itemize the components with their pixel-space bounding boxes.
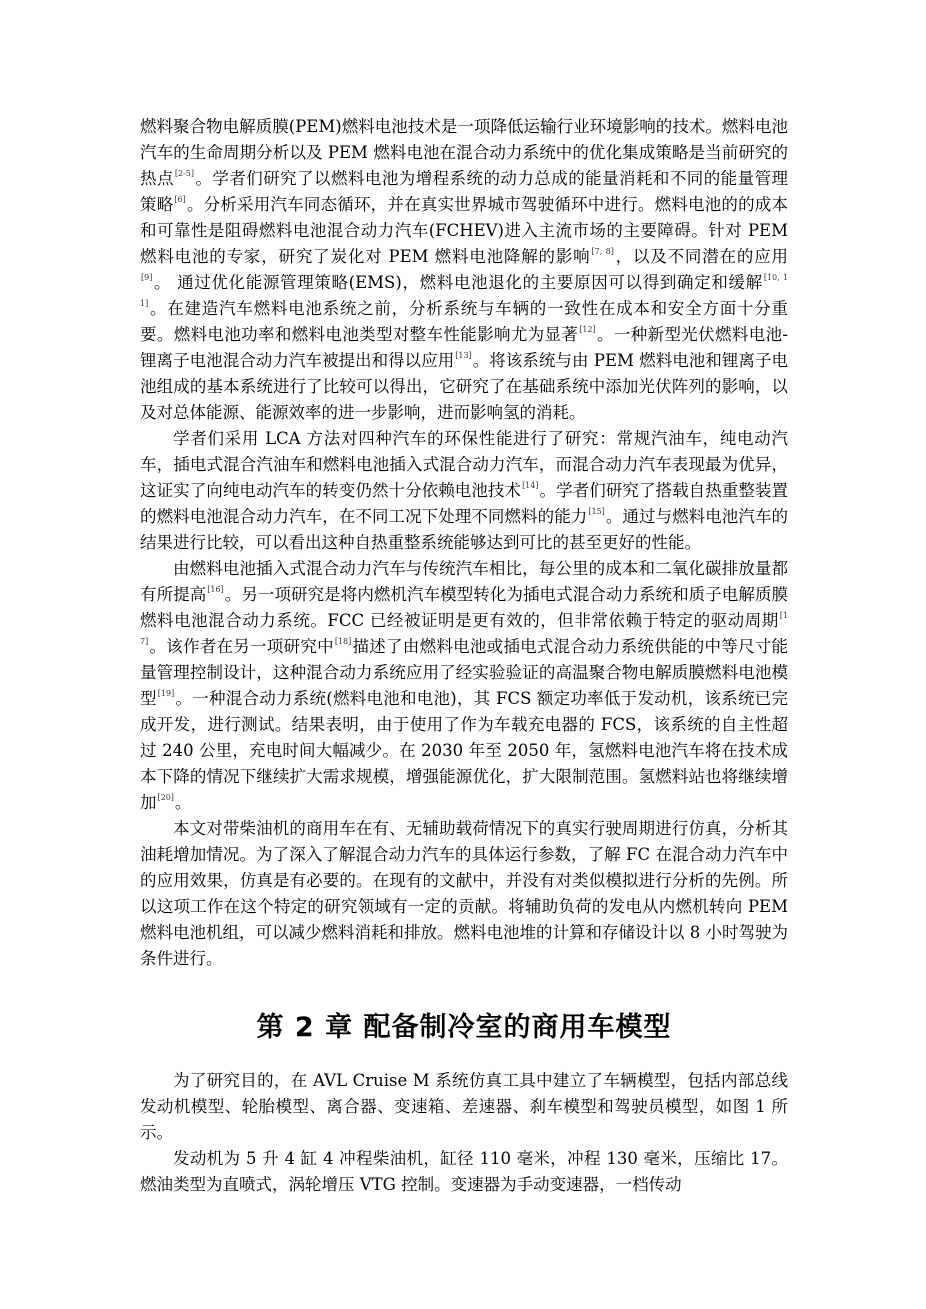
paragraph-text: 。 [174,793,192,812]
citation-ref: [6] [174,195,186,204]
citation-ref: [17] [140,611,788,646]
citation-ref: [15] [588,507,605,516]
paragraph-text: 为了研究目的，在 AVL Cruise M 系统仿真工具中建立了车辆模型，包括内部总线发动机模型、轮胎模型、离合器、变速箱、差速器、刹车模型和驾驶员模型，如图 1 所示。 [140,1071,788,1142]
body-paragraph [140,1146,788,1198]
citation-ref: [7, 8] [591,247,614,256]
paragraph-text: 。 通过优化能源管理策略(EMS)，燃料电池退化的主要原因可以得到确定和缓解 [153,273,763,292]
paragraph-text: 。分析采用汽车同态循环，并在真实世界城市驾驶循环中进行。燃料电池的的成本和可靠性是阻碍燃料电池混合动力汽车(FCHEV)进入主流市场的主要障碍。针对 PEM 燃料电池的专家，研究了炭化对 PEM 燃料电池降解的影响 [140,195,789,266]
body-paragraph [140,556,788,816]
paragraph-text: 。学者们研究了搭载自热重整装置的燃料电池混合动力汽车，在不同工况下处理不同燃料的能力 [140,481,789,526]
paragraph-text: 。在建造汽车燃料电池系统之前，分析系统与车辆的一致性在成本和安全方面十分重要。燃料电池功率和燃料电池类型对整车性能影响尤为显著 [140,299,788,344]
paragraph-text: 发动机为 5 升 4 缸 4 冲程柴油机，缸径 110 毫米，冲程 130 毫米，压缩比 17。燃油类型为直喷式，涡轮增压 VTG 控制。变速器为手动变速器，一档传动 [140,1149,788,1194]
paragraph-text: 。学者们研究了以燃料电池为增程系统的动力总成的能量消耗和不同的能量管理策略 [140,169,789,214]
paragraph-text: 。将该系统与由 PEM 燃料电池和锂离子电池组成的基本系统进行了比较可以得出，它研究了在基础系统中添加光伏阵列的影响，以及对总体能源、能源效率的进一步影响，进而影响氢的消耗。 [140,351,789,422]
body-paragraph [140,114,788,426]
chapter-section [140,1068,788,1198]
body-paragraph [140,426,788,556]
paragraph-text: 。一种新型光伏燃料电池-锂离子电池混合动力汽车被提出和得以应用 [140,325,789,370]
paragraph-text: 。该作者在另一项研究中 [149,637,334,656]
citation-ref: [16] [207,585,224,594]
citation-ref: [13] [455,351,472,360]
citation-ref: [12] [579,325,596,334]
citation-ref: [9] [141,273,153,282]
paragraph-text: 本文对带柴油机的商用车在有、无辅助载荷情况下的真实行驶周期进行仿真，分析其油耗增加情况。为了深入了解混合动力汽车的具体运行参数，了解 FC 在混合动力汽车中的应用效果，仿真是有必要的。在现有的文献中，并没有对类似模拟进行分析的先例。所以这项工作在这个特定的研究领域有一定的贡献。将辅助负荷的发电从内燃机转向 PEM 燃料电池机组，可以减少燃料消耗和排放。燃料电池堆的计算和存储设计以 8 小时驾驶为条件进行。 [140,819,788,968]
intro-section [140,114,788,972]
citation-ref: [18] [334,637,352,646]
citation-ref: [14] [522,481,539,490]
paragraph-text: 。一种混合动力系统(燃料电池和电池)，其 FCS 额定功率低于发动机，该系统已完成开发，进行测试。结果表明，由于使用了作为车载充电器的 FCS，该系统的自主性超过 240 公里，充电时间大幅减少。在 2030 年至 2050 年，氢燃料电池汽车将在技术成本下降的情况下继续扩大需求规模，增强能源优化，扩大限制范围。氢燃料站也将继续增加 [140,689,788,812]
citation-ref: [19] [157,689,175,698]
paragraph-text: 由燃料电池插入式混合动力汽车与传统汽车相比，每公里的成本和二氧化碳排放量都有所提高 [140,559,788,604]
body-paragraph [140,816,788,972]
paragraph-text: 描述了由燃料电池或插电式混合动力系统供能的中等尺寸能量管理控制设计，这种混合动力系统应用了经实验验证的高温聚合物电解质膜燃料电池模型 [140,637,789,708]
paragraph-text: 。通过与燃料电池汽车的结果进行比较，可以看出这种自热重整系统能够达到可比的甚至更好的性能。 [140,507,789,552]
paragraph-text: 燃料聚合物电解质膜(PEM)燃料电池技术是一项降低运输行业环境影响的技术。燃料电池汽车的生命周期分析以及 PEM 燃料电池在混合动力系统中的优化集成策略是当前研究的热点 [140,117,788,188]
citation-ref: [2-5] [174,169,195,178]
citation-ref: [10, 11] [140,273,788,308]
chapter-title: 第 2 章 配备制冷室的商用车模型 [256,1012,672,1043]
paragraph-text: 学者们采用 LCA 方法对四种汽车的环保性能进行了研究：常规汽油车，纯电动汽车，插电式混合汽油车和燃料电池插入式混合动力汽车，而混合动力汽车表现最为优异，这证实了向纯电动汽车的转变仍然十分依赖电池技术 [140,429,788,500]
paragraph-text: 。另一项研究是将内燃机汽车模型转化为插电式混合动力系统和质子电解质膜燃料电池混合动力系统。FCC 已经被证明是更有效的，但非常依赖于特定的驱动周期 [140,585,789,630]
citation-ref: [20] [157,793,174,802]
body-paragraph [140,1068,788,1146]
paragraph-text: ，以及不同潜在的应用 [614,247,789,266]
